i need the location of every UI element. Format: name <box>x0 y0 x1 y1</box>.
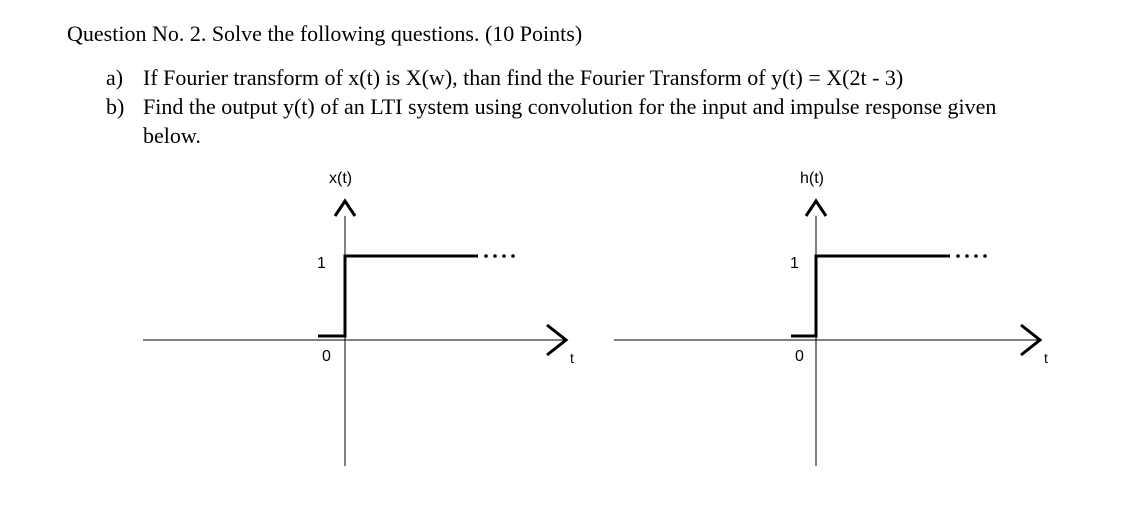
h-title: h(t) <box>800 170 824 187</box>
graph-h <box>614 170 1048 466</box>
graph-x <box>143 170 574 466</box>
x-amplitude-axis-arrow-icon <box>335 201 355 216</box>
part-a-text: If Fourier transform of x(t) is X(w), than find the Fourier Transform of y(t) = X(2t - 3) <box>143 65 904 90</box>
x-step-signal <box>318 256 478 336</box>
part-b-text-line2: below. <box>143 123 201 148</box>
x-continuation-dots <box>484 254 515 258</box>
h-step-signal <box>791 256 950 336</box>
part-b-text: Find the output y(t) of an LTI system using convolution for the input and impulse response given <box>143 94 997 119</box>
h-continuation-dots <box>956 254 987 258</box>
question-heading: Question No. 2. Solve the following questions. (10 Points) <box>67 21 583 46</box>
h-amplitude-axis-arrow-icon <box>806 201 826 216</box>
x-title: x(t) <box>329 170 353 187</box>
x-time-label: t <box>570 350 574 366</box>
h-time-label: t <box>1044 350 1048 366</box>
h-level-label: 1 <box>790 255 799 272</box>
x-level-label: 1 <box>317 255 326 272</box>
part-a-label: a) <box>106 65 124 90</box>
h-origin-label: 0 <box>795 348 804 365</box>
part-b-label: b) <box>106 94 125 119</box>
x-origin-label: 0 <box>322 348 331 365</box>
